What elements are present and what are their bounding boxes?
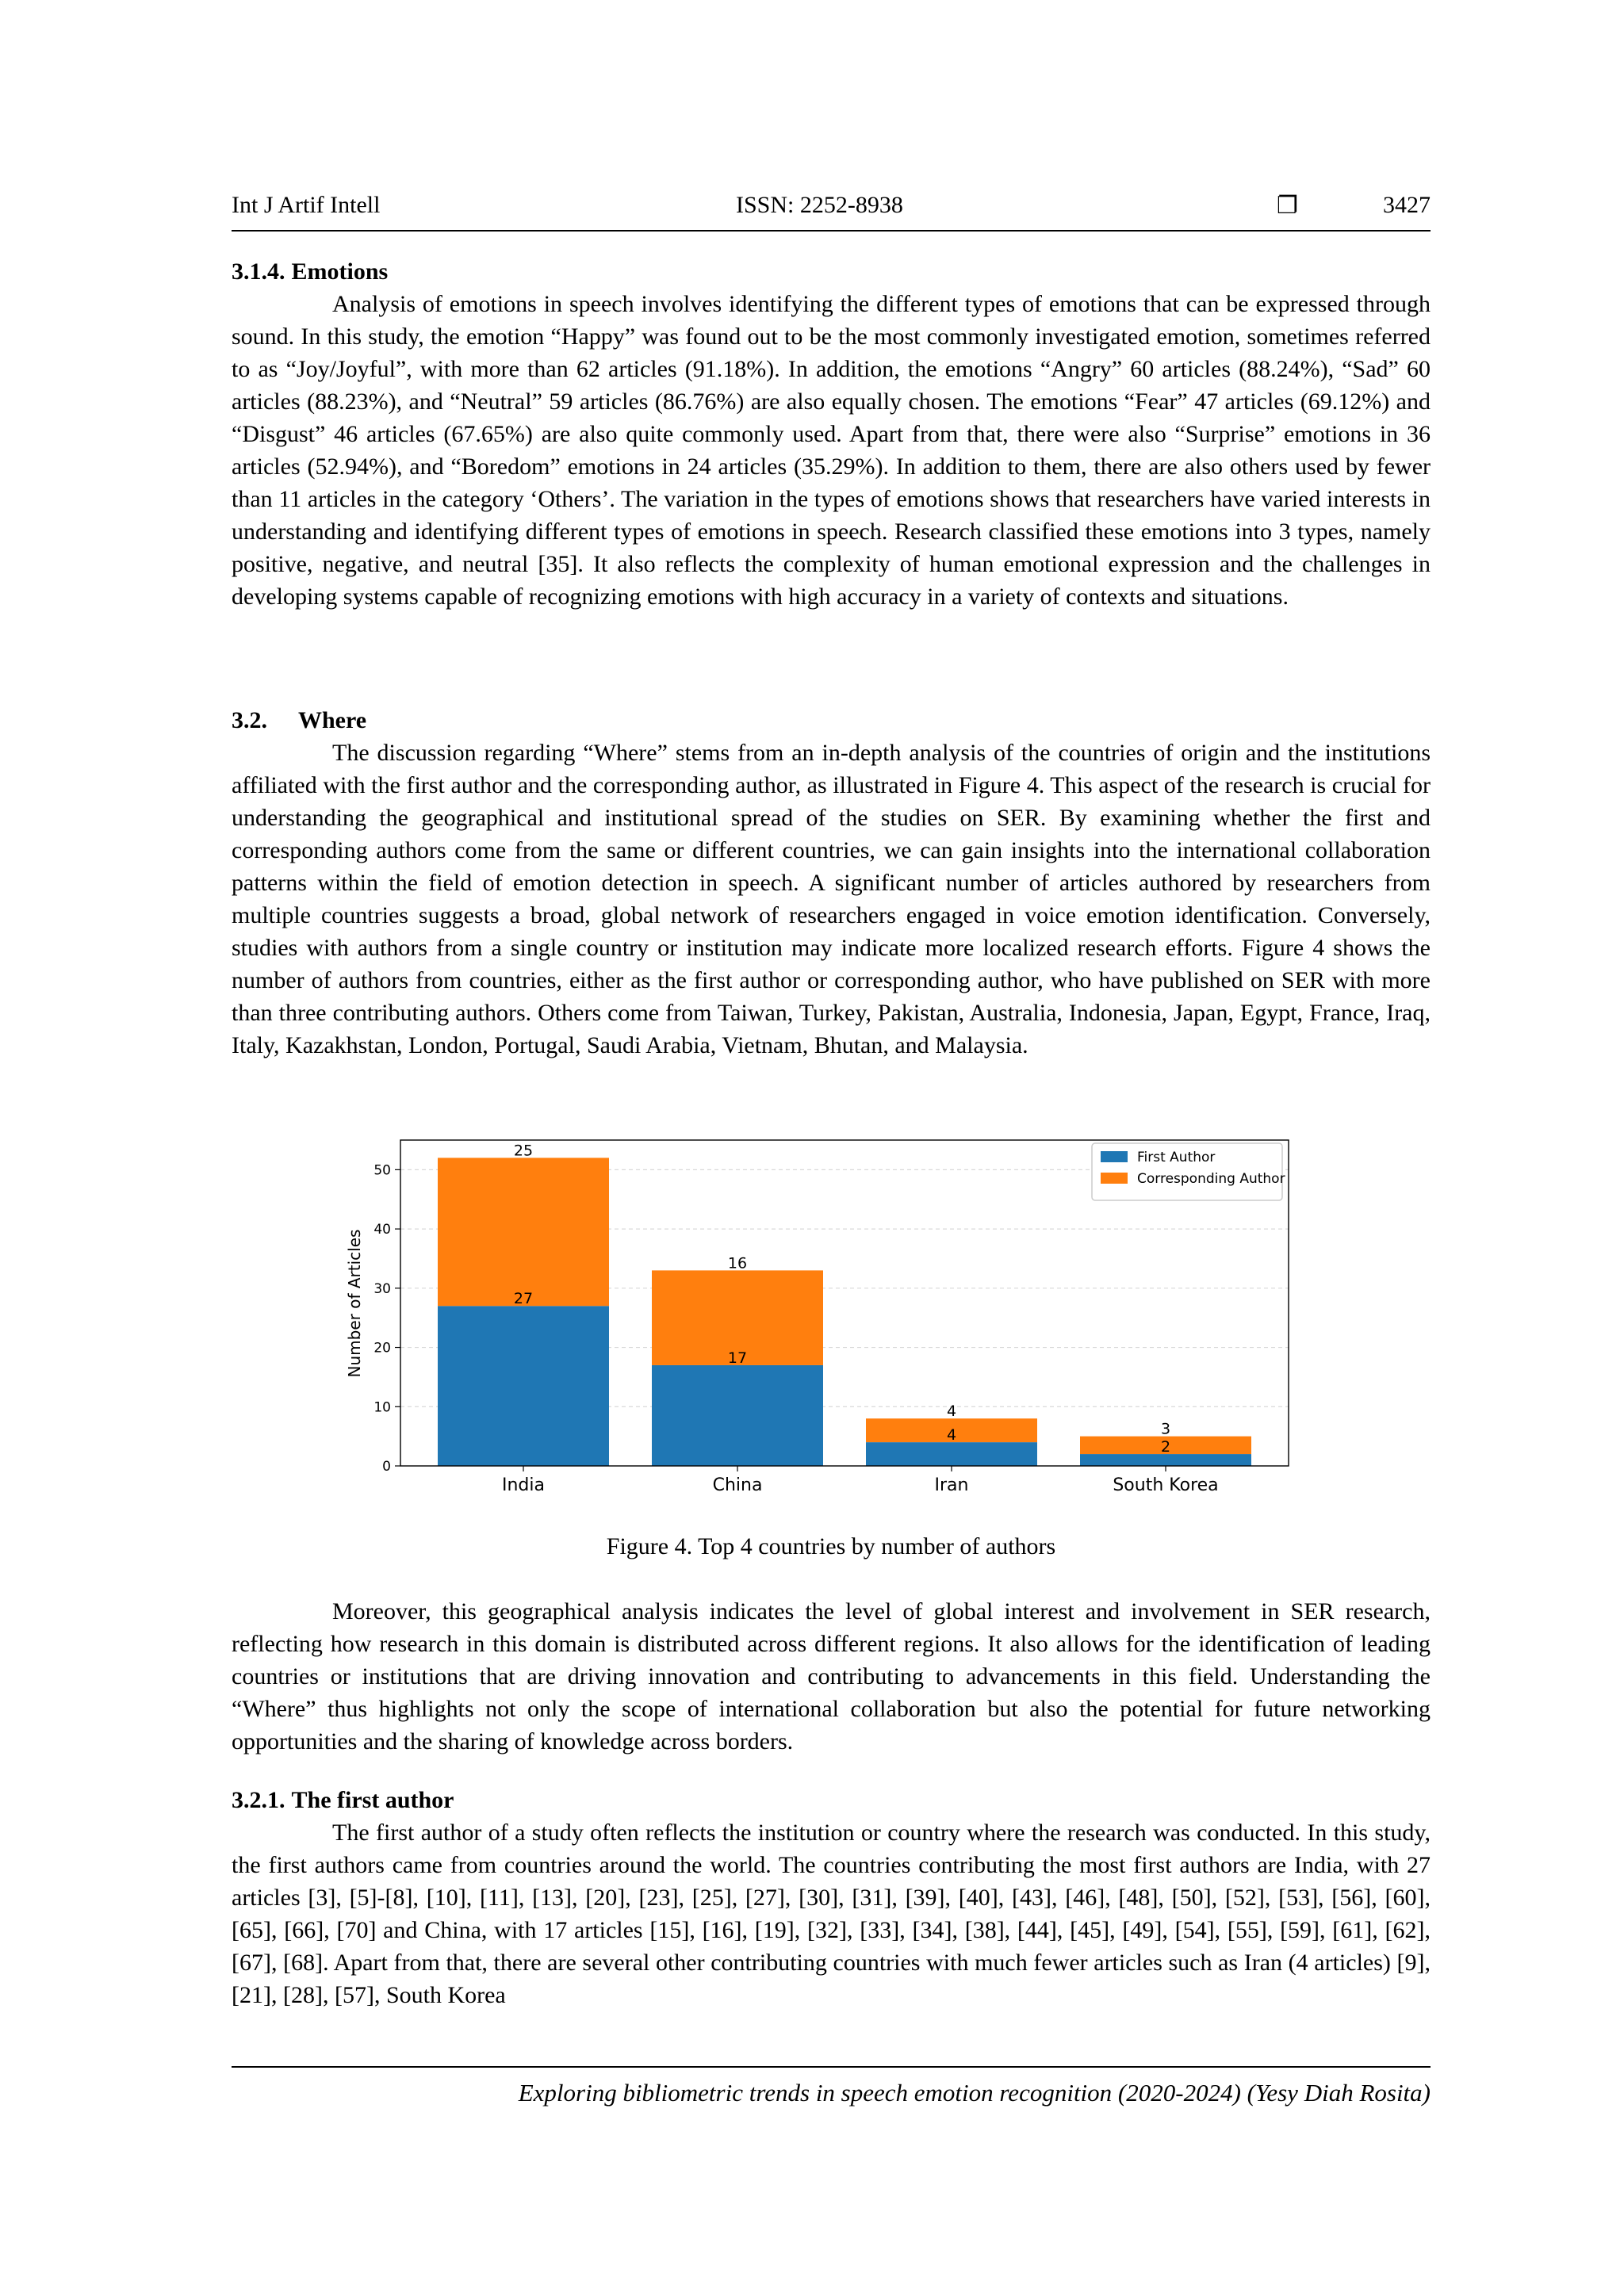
stacked-bar-chart: [341, 1134, 1316, 1522]
section-title: Emotions: [291, 258, 389, 285]
bar-india-first-author: [438, 1306, 609, 1466]
bar-india-corresponding-author: [438, 1158, 609, 1306]
legend: [1092, 1143, 1285, 1200]
section-title: Where: [298, 707, 367, 733]
data-label: 25: [513, 1142, 534, 1160]
legend-label-corresponding-author: Corresponding Author: [1137, 1171, 1285, 1187]
data-label: 2: [1160, 1438, 1171, 1456]
x-tick-label: South Korea: [1113, 1475, 1219, 1495]
section-first-author: [232, 1784, 1431, 2011]
y-tick-label: 0: [382, 1459, 391, 1475]
paragraph-first-author: The first author of a study often reflects the institution or country where the research was conducted. In this study, the first authors came from countries around the world. The countries contributing the most first authors are India, with 27 articles [3], [5]-[8], [10], [11], [13], [20], [23], [25], [27], [30], [31], [39], [40], [43], [46], [48], [50], [52], [53], [56], [60], [65], [66], [70] and China, with 17 articles [15], [16], [19], [32], [33], [34], [38], [44], [45], [49], [54], [55], [59], [61], [62], [67], [68]. Apart from that, there are several other contributing countries with much fewer articles such as Iran (4 articles) [9], [21], [28], [57], South Korea: [232, 1820, 1431, 2008]
section-where: [232, 704, 1431, 1062]
issn: ISSN: 2252-8938: [736, 192, 903, 218]
footer-text: Exploring bibliometric trends in speech emotion recognition (2020-2024) (Yesy Diah Rosita): [518, 2079, 1431, 2107]
paragraph-where-2: Moreover, this geographical analysis indicates the level of global interest and involvement in SER research, reflecting how research in this domain is distributed across different regions. It also allows for the identification of leading countries or institutions that are driving innovation and contributing to advancements in this field. Understanding the “Where” thus highlights not only the scope of international collaboration but also the potential for future networking opportunities and the sharing of knowledge across borders.: [232, 1598, 1431, 1755]
page-header: [232, 190, 1431, 232]
figure-caption: Figure 4. Top 4 countries by number of authors: [606, 1533, 1056, 1559]
y-tick-label: 30: [373, 1280, 391, 1297]
paragraph-emotions: Analysis of emotions in speech involves identifying the different types of emotions that can be expressed through sound. In this study, the emotion “Happy” was found out to be the most commonly investigated emotion, sometimes referred to as “Joy/Joyful”, with more than 62 articles (91.18%). In addition, the emotions “Angry” 60 articles (88.24%), “Sad” 60 articles (88.23%), and “Neutral” 59 articles (86.76%) are also equally chosen. The emotions “Fear” 47 articles (69.12%) and “Disgust” 46 articles (67.65%) are also quite commonly used. Apart from that, there were also “Surprise” emotions in 36 articles (52.94%), and “Boredom” emotions in 24 articles (35.29%). In addition to them, there are also others used by fewer than 11 articles in the category ‘Others’. The variation in the types of emotions shows that researchers have varied interests in understanding and identifying different types of emotions in speech. Research classified these emotions into 3 types, namely positive, negative, and neutral [35]. It also reflects the complexity of human emotional expression and the challenges in developing systems capable of recognizing emotions with high accuracy in a variety of contexts and situations.: [232, 291, 1431, 610]
section-number: 3.1.4.: [232, 258, 285, 285]
y-axis-label: Number of Articles: [345, 1229, 364, 1378]
journal-name: Int J Artif Intell: [232, 192, 381, 218]
data-label: 27: [513, 1290, 534, 1308]
bar-iran-first-author: [866, 1442, 1037, 1466]
heading-emotions: [232, 255, 1431, 288]
y-tick-label: 50: [373, 1162, 391, 1179]
data-label: 16: [727, 1254, 748, 1272]
heading-first-author: [232, 1784, 1431, 1816]
data-label: 17: [727, 1349, 748, 1367]
section-where-continued: [232, 1595, 1431, 1758]
section-number: 3.2.1.: [232, 1787, 285, 1813]
legend-swatch-corresponding-author: [1101, 1173, 1128, 1184]
page-number: 3427: [1383, 192, 1431, 218]
section-title: The first author: [291, 1787, 454, 1813]
x-tick-label: Iran: [934, 1475, 969, 1495]
box-icon: ❐: [1277, 193, 1298, 219]
data-label: 4: [946, 1426, 957, 1445]
legend-label-first-author: First Author: [1137, 1150, 1216, 1165]
x-tick-label: India: [502, 1475, 545, 1495]
y-tick-label: 10: [373, 1399, 391, 1416]
section-emotions: [232, 255, 1431, 613]
bar-south-korea-first-author: [1080, 1454, 1251, 1466]
figure-4: [341, 1134, 1316, 1522]
y-tick-label: 40: [373, 1222, 391, 1238]
data-label: 4: [946, 1402, 957, 1421]
bar-china-first-author: [652, 1365, 823, 1466]
paragraph-where: The discussion regarding “Where” stems from an in-depth analysis of the countries of origin and the institutions affiliated with the first author and the corresponding author, as illustrated in Figure 4. This aspect of the research is crucial for understanding the geographical and institutional spread of the studies on SER. By examining whether the first and corresponding authors come from the same or different countries, we can gain insights into the international collaboration patterns within the field of emotion detection in speech. A significant number of articles authored by researchers from multiple countries suggests a broad, global network of researchers engaged in voice emotion identification. Conversely, studies with authors from a single country or institution may indicate more localized research efforts. Figure 4 shows the number of authors from countries, either as the first author or corresponding author, who have published on SER with more than three contributing authors. Others come from Taiwan, Turkey, Pakistan, Australia, Indonesia, Japan, Egypt, France, Iraq, Italy, Kazakhstan, London, Portugal, Saudi Arabia, Vietnam, Bhutan, and Malaysia.: [232, 740, 1431, 1058]
data-label: 3: [1160, 1420, 1171, 1438]
heading-where: [232, 704, 1431, 737]
legend-swatch-first-author: [1101, 1151, 1128, 1162]
x-tick-label: China: [712, 1475, 763, 1495]
page-footer: [232, 2066, 1431, 2107]
section-number: 3.2.: [232, 707, 267, 733]
y-tick-label: 20: [373, 1340, 391, 1357]
